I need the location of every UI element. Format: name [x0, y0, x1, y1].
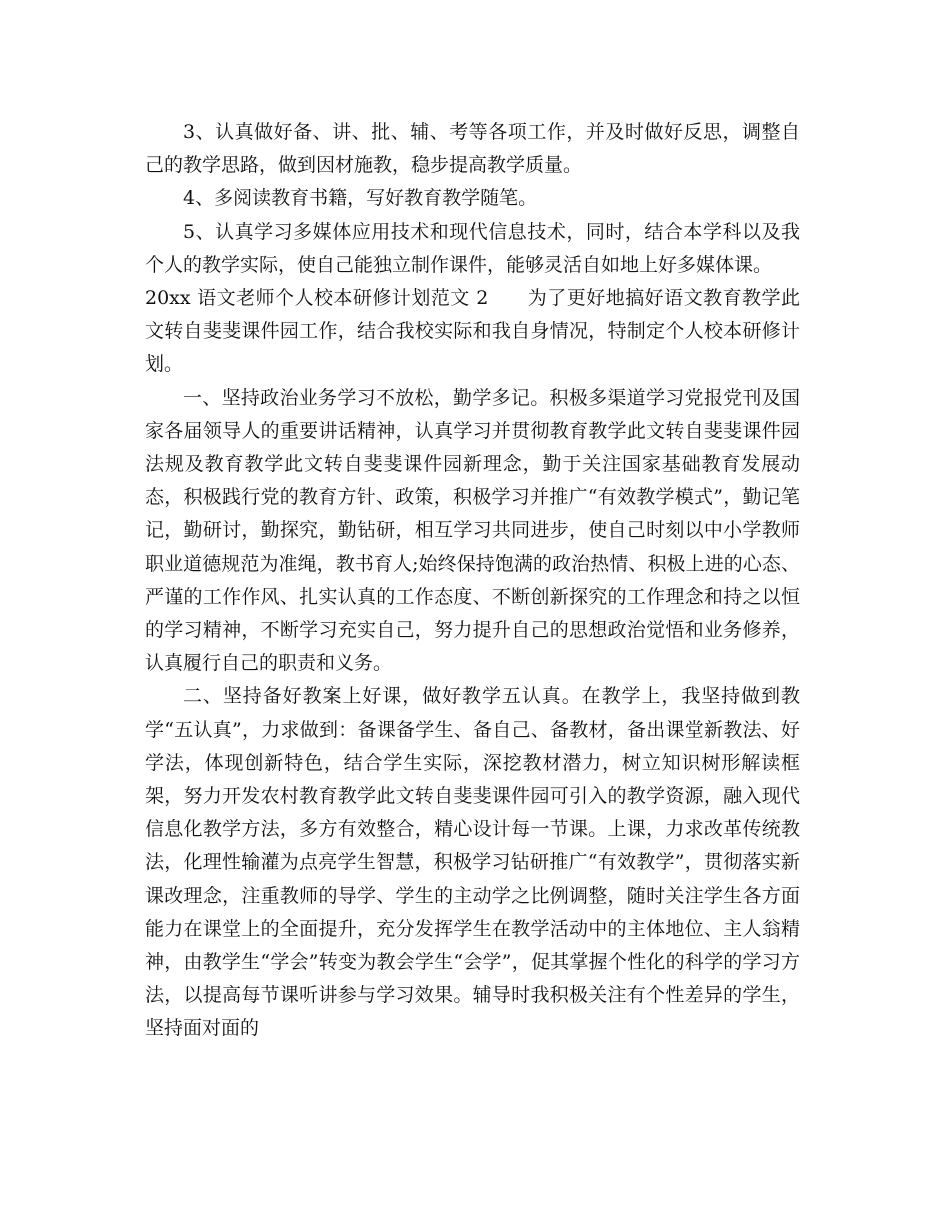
- document-body: [145, 116, 800, 1046]
- paragraph-political-study: 一、坚持政治业务学习不放松，勤学多记。积极多渠道学习党报党刊及国家各届领导人的重要讲话精神，认真学习并贯彻教育教学此文转自斐斐课件园法规及教育教学此文转自斐斐课件园新理念，勤于关注国家基础教育发展动态，积极践行党的教育方针、政策，积极学习并推广“有效教学模式”，勤记笔记，勤研讨，勤探究，勤钻研，相互学习共同进步，使自己时刻以中小学教师职业道德规范为准绳，教书育人;始终保持饱满的政治热情、积极上进的心态、严谨的工作作风、扎实认真的工作态度、不断创新探究的工作理念和持之以恒的学习精神，不断学习充实自己，努力提升自己的思想政治觉悟和业务修养，认真履行自己的职责和义务。: [145, 386, 800, 675]
- paragraph-item-3: 3、认真做好备、讲、批、辅、考等各项工作，并及时做好反思，调整自己的教学思路，做到因材施教，稳步提高教学质量。: [145, 121, 800, 177]
- section-heading-paragraph: 20xx 语文老师个人校本研修计划范文 2 为了更好地搞好语文教育教学此文转自斐斐课件园工作，结合我校实际和我自身情况，特制定个人校本研修计划。: [145, 287, 800, 376]
- paragraph-item-5: 5、认真学习多媒体应用技术和现代信息技术，同时，结合本学科以及我个人的教学实际，使自己能独立制作课件，能够灵活自如地上好多媒体课。: [145, 220, 800, 276]
- paragraph-lesson-preparation: 二、坚持备好教案上好课，做好教学五认真。在教学上，我坚持做到教学“五认真”，力求做到：备课备学生、备自己、备教材，备出课堂新教法、好学法，体现创新特色，结合学生实际，深挖教材潜力，树立知识树形解读框架，努力开发农村教育教学此文转自斐斐课件园可引入的教学资源，融入现代信息化教学方法，多方有效整合，精心设计每一节课。上课，力求改革传统教法，化理性输灌为点亮学生智慧，积极学习钻研推广“有效教学”，贯彻落实新课改理念，注重教师的导学、学生的主动学之比例调整，随时关注学生各方面能力在课堂上的全面提升，充分发挥学生在教学活动中的主体地位、主人翁精神，由教学生“学会”转变为教会学生“会学”，促其掌握个性化的科学的学习方法，以提高每节课听讲参与学习效果。辅导时我积极关注有个性差异的学生，坚持面对面的: [145, 685, 800, 1040]
- paragraph-item-4: 4、多阅读教育书籍，写好教育教学随笔。: [183, 187, 538, 210]
